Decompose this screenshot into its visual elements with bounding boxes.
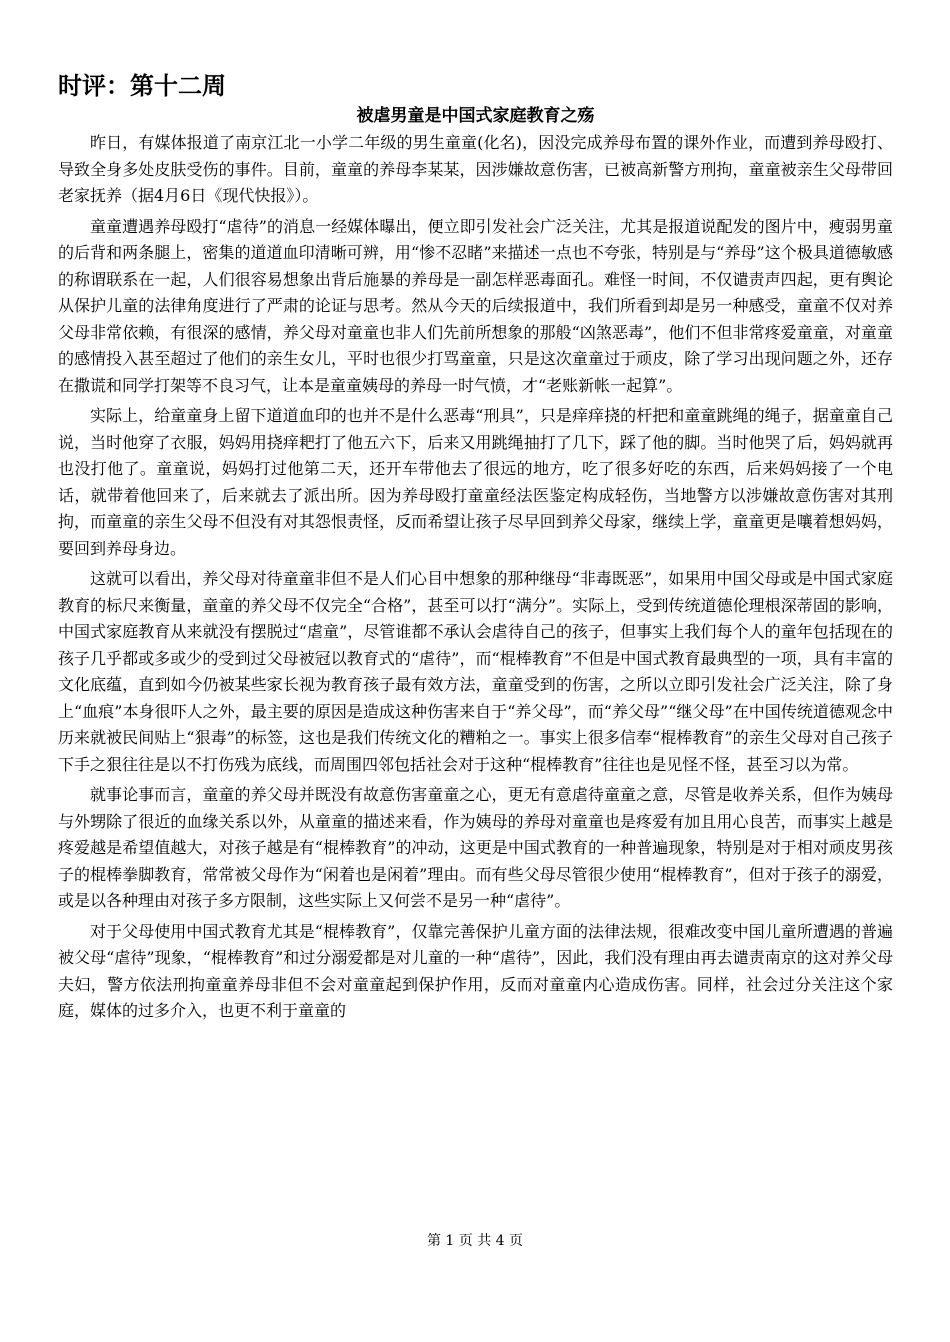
paragraph: 童童遭遇养母殴打“虐待”的消息一经媒体曝出，便立即引发社会广泛关注，尤其是报道说配发的图片中，瘦弱男童的后背和两条腿上，密集的道道血印清晰可辨，用“惨不忍睹”来描述一点也不夸张，特别是与“养母”这个极具道德敏感的称谓联系在一起，人们很容易想象出背后施暴的养母是一副怎样恶毒面孔。难怪一时间，不仅谴责声四起，更有舆论从保护儿童的法律角度进行了严肃的论证与思考。然从今天的后续报道中，我们所看到却是另一种感受，童童不仅对养父母非常依赖，有很深的感情，养父母对童童也非人们先前所想象的那般“凶煞恶毒”，他们不但非常疼爱童童，对童童的感情投入甚至超过了他们的亲生女儿，平时也很少打骂童童，只是这次童童过于顽皮，除了学习出现问题之外，还存在撒谎和同学打架等不良习气，让本是童童姨母的养母一时气愤，才“老账新帐一起算”。 [58,216,893,395]
article-body [58,130,893,1029]
paragraph: 这就可以看出，养父母对待童童非但不是人们心目中想象的那种继母“非毒既恶”，如果用中国父母或是中国式家庭教育的标尺来衡量，童童的养父母不仅完全“合格”，甚至可以打“满分”。实际上，受到传统道德伦理根深蒂固的影响，中国式家庭教育从来就没有摆脱过“虐童”，尽管谁都不承认会虐待自己的孩子，但事实上我们每个人的童年包括现在的孩子几乎都或多或少的受到过父母被冠以教育式的“虐待”，而“棍棒教育”不但是中国式教育最典型的一项，具有丰富的文化底蕴，直到如今仍被某些家长视为教育孩子最有效方法，童童受到的伤害，之所以立即引发社会广泛关注，除了身上“血痕”本身很吓人之外，最主要的原因是造成这种伤害来自于“养父母”，而“养父母”“继父母”在中国传统道德观念中历来就被民间贴上“狠毒”的标签，这也是我们传统文化的糟粕之一。事实上很多信奉“棍棒教育”的亲生父母对自己孩子下手之狠往往是以不打伤残为底线，而周围四邻包括社会对于这种“棍棒教育”往往也是见怪不怪，甚至习以为常。 [58,569,893,774]
paragraph: 对于父母使用中国式教育尤其是“棍棒教育”，仅靠完善保护儿童方面的法律法规，很难改变中国儿童所遭遇的普遍被父母“虐待”现象，“棍棒教育”和过分溺爱都是对儿童的一种“虐待”，因此，我们没有理由再去谴责南京的这对养父母夫妇，警方依法刑拘童童养母非但不会对童童起到保护作用，反而对童童内心造成伤害。同样，社会过分关注这个家庭，媒体的过多介入，也更不利于童童的 [58,921,893,1020]
paragraph: 昨日，有媒体报道了南京江北一小学二年级的男生童童(化名)，因没完成养母布置的课外作业，而遭到养母殴打、导致全身多处皮肤受伤的事件。目前，童童的养母李某某，因涉嫌故意伤害，已被高新警方刑拘，童童被亲生父母带回老家抚养（据4月6日《现代快报》）。 [58,133,893,205]
page-footer: 第 1 页 共 4 页 [426,1233,524,1249]
article-title: 被虐男童是中国式家庭教育之殇 [356,106,595,126]
paragraph: 实际上，给童童身上留下道道血印的也并不是什么恶毒“刑具”，只是痒痒挠的杆把和童童跳绳的绳子，据童童自己说，当时他穿了衣服，妈妈用挠痒耙打了他五六下，后来又用跳绳抽打了几下，踩了他的脚。当时他哭了后，妈妈就再也没打他了。童童说，妈妈打过他第二天，还开车带他去了很远的地方，吃了很多好吃的东西，后来妈妈接了一个电话，就带着他回来了，后来就去了派出所。因为养母殴打童童经法医鉴定构成轻伤，当地警方以涉嫌故意伤害对其刑拘，而童童的亲生父母不但没有对其怨恨责怪，反而希望让孩子尽早回到养父母家，继续上学，童童更是嚷着想妈妈，要回到养母身边。 [58,406,893,558]
document-heading: 时评：第十二周 [58,72,226,100]
paragraph: 就事论事而言，童童的养父母并既没有故意伤害童童之心，更无有意虐待童童之意，尽管是收养关系，但作为姨母与外甥除了很近的血缘关系以外，从童童的描述来看，作为姨母的养母对童童也是疼爱有加且用心良苦，而事实上越是疼爱越是希望值越大，对孩子越是有“棍棒教育”的冲动，这更是中国式教育的一种普遍现象，特别是对于相对顽皮男孩子的棍棒拳脚教育，常常被父母作为“闲着也是闲着”理由。而有些父母尽管很少使用“棍棒教育”，但对于孩子的溺爱，或是以各种理由对孩子多方限制，这些实际上又何尝不是另一种“虐待”。 [58,785,893,910]
